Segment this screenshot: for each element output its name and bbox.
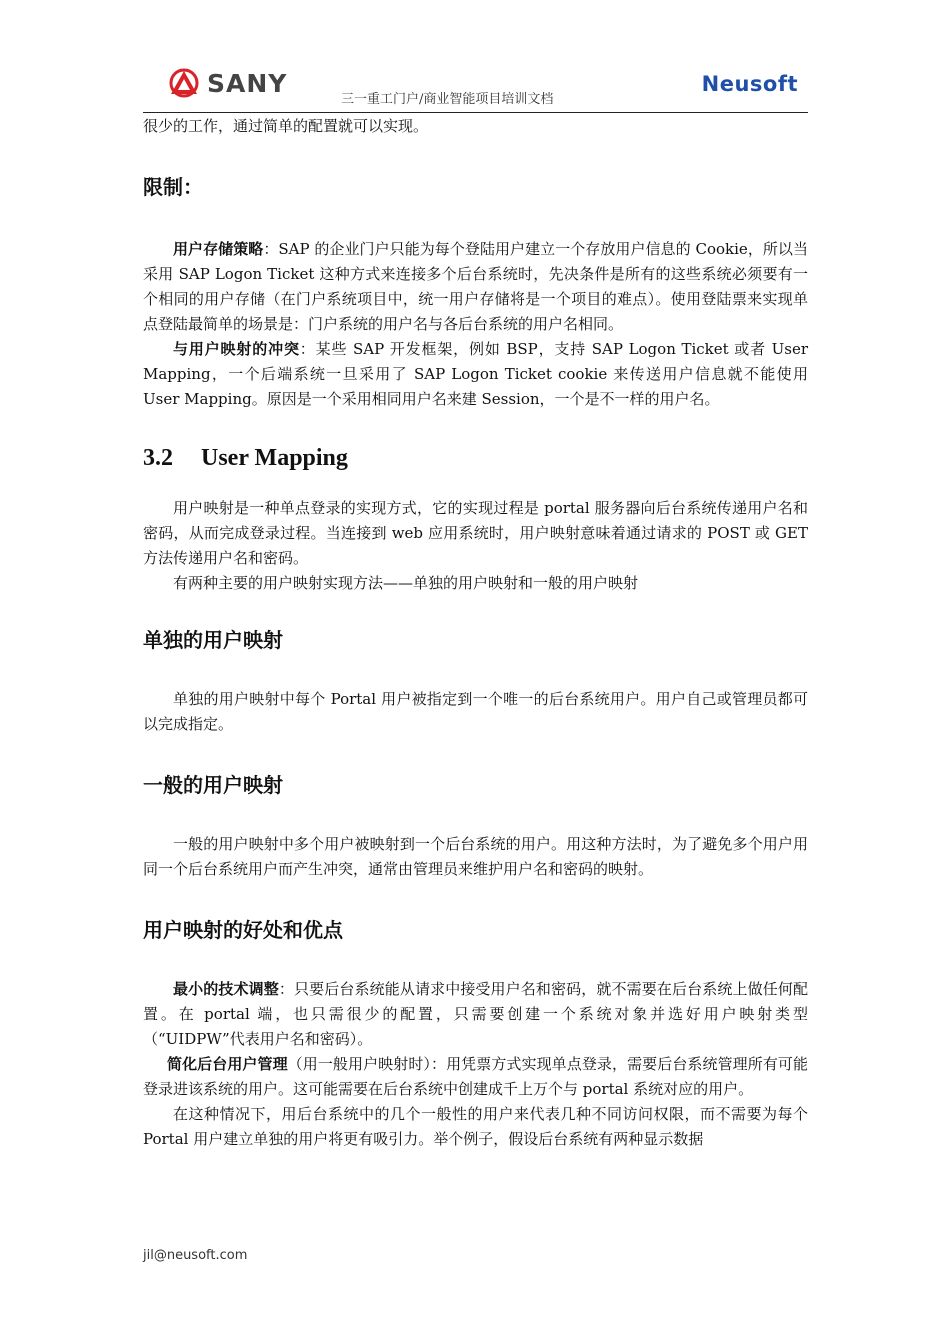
benefits-heading: 用户映射的好处和优点 xyxy=(143,918,343,942)
neusoft-logo: Neusoft xyxy=(701,72,798,96)
section-title: User Mapping xyxy=(201,445,348,471)
sany-emblem-icon xyxy=(167,68,201,98)
term-simplify-admin: 简化后台用户管理 xyxy=(167,1055,288,1073)
section-number: 3.2 xyxy=(143,445,173,471)
paragraph-min-tech: 最小的技术调整：只要后台系统能从请求中接受用户名和密码，就不需要在后台系统上做任何配置。在 portal 端，也只需很少的配置，只需要创建一个系统对象并选好用户映射类型（“UIDPW”代表用户名和密码）。 xyxy=(143,980,808,1048)
paragraph-mapping-conflict: 与用户映射的冲突：某些 SAP 开发框架，例如 BSP，支持 SAP Logon Ticket 或者 User Mapping，一个后端系统一旦采用了 SAP Logon Ticket cookie 来传送用户信息就不能使用 User Mapping。原因是一个采用相同用户名来建 Session，一个是不一样的用户名。 xyxy=(143,340,808,408)
header-title: 三一重工门户/商业智能项目培训文档 xyxy=(341,92,554,107)
page-header xyxy=(143,62,808,113)
single-mapping-heading: 单独的用户映射 xyxy=(143,628,283,652)
term-user-store: 用户存储策略 xyxy=(173,240,264,258)
general-mapping-heading: 一般的用户映射 xyxy=(143,773,283,797)
footer-email: jil@neusoft.com xyxy=(143,1248,248,1263)
paragraph-simplify-admin: 简化后台用户管理（用一般用户映射时）：用凭票方式实现单点登录，需要后台系统管理所有可能登录进该系统的用户。这可能需要在后台系统中创建成千上万个与 portal 系统对应的用户。 xyxy=(143,1055,808,1098)
term-min-tech: 最小的技术调整 xyxy=(173,980,279,998)
paragraph-example: 在这种情况下，用后台系统中的几个一般性的用户来代表几种不同访问权限，而不需要为每个 Portal 用户建立单独的用户将更有吸引力。举个例子，假设后台系统有两种显示数据 xyxy=(143,1105,808,1148)
sany-logo xyxy=(167,68,287,98)
paragraph-single-mapping: 单独的用户映射中每个 Portal 用户被指定到一个唯一的后台系统用户。用户自己或管理员都可以完成指定。 xyxy=(143,690,808,733)
intro-text: 很少的工作，通过简单的配置就可以实现。 xyxy=(143,117,429,135)
term-mapping-conflict: 与用户映射的冲突 xyxy=(173,340,300,358)
limits-heading: 限制： xyxy=(143,175,203,199)
paragraph-two-methods: 有两种主要的用户映射实现方法——单独的用户映射和一般的用户映射 xyxy=(173,574,639,592)
paragraph-user-store: 用户存储策略：SAP 的企业门户只能为每个登陆用户建立一个存放用户信息的 Cookie，所以当采用 SAP Logon Ticket 这种方式来连接多个后台系统时，先决条件是所有的这些系统必须要有一个相同的用户存储（在门户系统项目中，统一用户存储将是一个项目的难点）。使用登陆票来实现单点登陆最简单的场景是：门户系统的用户名与各后台系统的用户名相同。 xyxy=(143,240,808,333)
document-body xyxy=(143,114,808,1152)
paragraph-user-mapping-intro: 用户映射是一种单点登录的实现方式，它的实现过程是 portal 服务器向后台系统传递用户名和密码，从而完成登录过程。当连接到 web 应用系统时，用户映射意味着通过请求的 POST 或 GET 方法传递用户名和密码。 xyxy=(143,499,808,567)
paragraph-general-mapping: 一般的用户映射中多个用户被映射到一个后台系统的用户。用这种方法时，为了避免多个用户用同一个后台系统用户而产生冲突，通常由管理员来维护用户名和密码的映射。 xyxy=(143,835,808,878)
sany-logo-text: SANY xyxy=(207,68,288,98)
section-heading xyxy=(143,442,808,474)
